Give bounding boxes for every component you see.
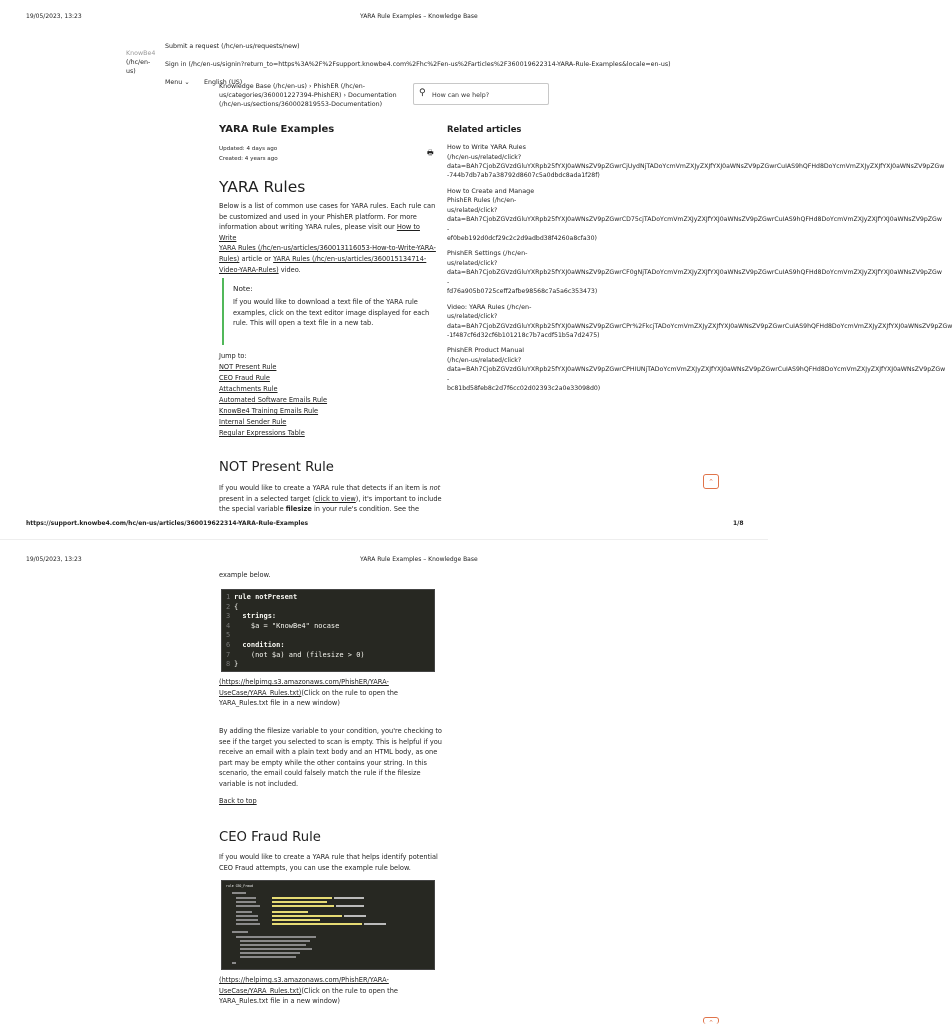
not-present-paragraph: If you would like to create a YARA rule that detects if an item is not present in a selected target (click to view), it's important to include the special variable filesize in your rule's condition. See the <box>219 484 442 514</box>
video-yara-rules-link[interactable]: YARA Rules (/hc/en-us/articles/360015134714- <box>273 254 427 263</box>
chevron-right-icon: › <box>309 83 314 90</box>
menu-button[interactable] <box>165 78 190 87</box>
click-to-view-link[interactable]: click to view <box>315 494 356 503</box>
yara-rules-heading: YARA Rules <box>219 178 306 196</box>
search-box[interactable] <box>413 83 549 105</box>
chevron-right-icon: › <box>343 92 349 99</box>
page-divider <box>0 539 768 540</box>
how-to-write-yara-link-cont[interactable]: YARA Rules (/hc/en-us/articles/360013116053-How-to-Write-YARA- <box>219 244 436 253</box>
jump-to-label: Jump to: <box>219 352 247 360</box>
note-text: If you would like to download a text file of the YARA rule examples, click on the text editor image displayed for each rule. This will open a text file in a new tab. <box>233 298 430 328</box>
jump-to-list <box>219 351 327 439</box>
chevron-down-icon: ⌄ <box>184 79 190 86</box>
sign-in-link[interactable]: Sign in (/hc/en-us/signin?return_to=https%3A%2F%2Fsupport.knowbe4.com%2Fhc%2Fen-us%2Farticles%2F360019622314-YARA-Rule-Examples&locale=en-us) <box>165 61 671 68</box>
print-header-date: 19/05/2023, 13:23 <box>26 556 82 563</box>
breadcrumb-phisher-path[interactable]: us/categories/360001227394-PhishER) <box>219 92 342 99</box>
note-title: Note: <box>233 284 253 293</box>
back-to-top-button[interactable] <box>703 474 719 489</box>
created-date: Created: 4 years ago <box>219 155 278 162</box>
menu-label: Menu <box>165 79 183 86</box>
related-item[interactable]: PhishER Settings (/hc/en- us/related/click? data=BAh7CjobZGVzdGluYXRpb25fYXJ0aWNsZV9pZGwrCF0gNjTADoYcmVmZXJyZXJfYXJ0aWNsZV9pZGwrCuIAS9hQFHd8DoYcmVmZXJyZXJfYXJ0aWNsZV9pZGw - fd76a905b0725ceff2afbe98568c7a5a6c353473) <box>447 249 942 296</box>
print-header-title: YARA Rule Examples – Knowledge Base <box>360 13 478 20</box>
article-title: YARA Rule Examples <box>219 124 335 135</box>
not-present-heading: NOT Present Rule <box>219 460 334 475</box>
jump-knowbe4-training[interactable]: KnowBe4 Training Emails Rule <box>219 407 319 415</box>
breadcrumb-documentation[interactable]: Documentation <box>348 92 397 99</box>
continued-text: example below. <box>219 571 271 579</box>
jump-not-present[interactable]: NOT Present Rule <box>219 363 277 371</box>
related-item[interactable]: Video: YARA Rules (/hc/en- us/related/click? data=BAh7CjobZGVzdGluYXRpb25fYXJ0aWNsZV9pZGwrCPr%2FkcjTADoYcmVmZXJyZXJfYXJ0aWNsZV9pZGwrCuIAS9hQFHd8DoYcmVmZXJyZXJfYXJ0aWNsZV9pZGw -1f487cf6d32cf6b101218c7b7acdf51b5a7d2475) <box>447 302 952 340</box>
note-box <box>222 278 432 345</box>
logo-path[interactable]: (/hc/en-us) <box>126 59 151 75</box>
print-footer-url: https://support.knowbe4.com/hc/en-us/articles/360019622314-YARA-Rule-Examples <box>26 520 309 527</box>
breadcrumb-documentation-path[interactable]: (/hc/en-us/sections/360002819553-Documentation) <box>219 101 383 108</box>
article-meta <box>219 145 278 164</box>
related-item[interactable]: PhishER Product Manual (/hc/en-us/related/click? data=BAh7CjobZGVzdGluYXRpb25fYXJ0aWNsZV9pZGwrCPHIUNjTADoYcmVmZXJyZXJfYXJ0aWNsZV9pZGwrCuIAS9hQFHd8DoYcmVmZXJyZXJfYXJ0aWNsZV9pZGw - bc81bd58feb8c2d7f6cc02d02393c2a0e33098d0) <box>447 346 946 393</box>
back-to-top-button[interactable] <box>703 1017 719 1027</box>
related-item[interactable]: How to Create and Manage PhishER Rules (/hc/en- us/related/click? data=BAh7CjobZGVzdGluYXRpb25fYXJ0aWNsZV9pZGwrCD75cjTADoYcmVmZXJyZXJfYXJ0aWNsZV9pZGwrCuIAS9hQFHd8DoYcmVmZXJyZXJfYXJ0aWNsZV9pZGw - ef0beb192d0dcf29c2c2d9adbd38f4260a8cfa30) <box>447 186 942 243</box>
yara-txt-link-1: (https://helpimg.s3.amazonaws.com/PhishER/YARA- UseCase/YARA_Rules.txt)(Click on the rule to open the YARA_Rules.txt file in a new window) <box>219 678 398 708</box>
code-block-not-present[interactable]: 1 rule notPresent 2 { 3 strings: 4 $a = "KnowBe4" nocase 5 6 condition: 7 (not $a) and (filesize > 0) 8 } <box>221 589 435 672</box>
search-input[interactable]: How can we help? <box>432 92 490 99</box>
search-icon: ⚲ <box>419 88 426 98</box>
submit-request-link[interactable]: Submit a request (/hc/en-us/requests/new) <box>165 43 300 50</box>
filesize-paragraph: By adding the filesize variable to your condition, you're checking to see if the target you selected to scan is empty. This is helpful if you receive an email with a plain text body and an HTML body, as one part may be empty while the other contains your string. In this scenario, the email could falsely match the rule if the filesize variable is not included. <box>219 727 442 788</box>
chevron-up-icon: ⌃ <box>708 1019 714 1027</box>
intro-paragraph: Below is a list of common use cases for YARA rules. Each rule can be customized and used in your PhishER platform. For more information about writing YARA rules, please visit our How to Write YARA Rules (/hc/en-us/articles/360013116053-How-to-Write-YARA- Rules) article or YARA Rules (/hc/en-us/articles/360015134714- Video-YARA-Rules) video. <box>219 201 439 275</box>
knowbe4-logo[interactable]: KnowBe4 <box>126 50 156 57</box>
back-to-top-link[interactable]: Back to top <box>219 797 257 805</box>
breadcrumb-phisher[interactable]: PhishER (/hc/en- <box>313 83 365 90</box>
code2-title: rule CEO_Fraud <box>226 884 253 888</box>
breadcrumb <box>219 82 419 109</box>
jump-regex-table[interactable]: Regular Expressions Table <box>219 429 305 437</box>
jump-internal-sender[interactable]: Internal Sender Rule <box>219 418 287 426</box>
print-header-date: 19/05/2023, 13:23 <box>26 13 82 20</box>
related-item[interactable]: How to Write YARA Rules (/hc/en-us/related/click? data=BAh7CjobZGVzdGluYXRpb25fYXJ0aWNsZV9pZGwrCjUydNjTADoYcmVmZXJyZXJfYXJ0aWNsZV9pZGwrCuIAS9hQFHd8DoYcmVmZXJyZXJfYXJ0aWNsZV9pZGw -744b7db7ab7a38792d8607c5a0dbdc8ada1f28f) <box>447 143 945 180</box>
print-footer-page: 1/8 <box>733 520 744 527</box>
code-lines-illustration <box>226 889 430 969</box>
jump-ceo-fraud[interactable]: CEO Fraud Rule <box>219 374 270 382</box>
code-block-ceo-fraud[interactable] <box>221 880 435 970</box>
ceo-fraud-paragraph: If you would like to create a YARA rule that helps identify potential CEO Fraud attempts, you can use the example rule below. <box>219 853 438 872</box>
breadcrumb-knowledge-base[interactable]: Knowledge Base (/hc/en-us) <box>219 83 307 90</box>
print-icon[interactable]: 🖶 <box>427 149 434 157</box>
jump-attachments[interactable]: Attachments Rule <box>219 385 278 393</box>
updated-date: Updated: 4 days ago <box>219 146 278 152</box>
print-header-title: YARA Rule Examples – Knowledge Base <box>360 556 478 563</box>
chevron-up-icon: ⌃ <box>708 478 714 486</box>
related-articles-list <box>447 143 952 394</box>
related-articles-title: Related articles <box>447 124 522 134</box>
yara-txt-link-2: (https://helpimg.s3.amazonaws.com/PhishER/YARA- UseCase/YARA_Rules.txt)(Click on the rule to open the YARA_Rules.txt file in a new window) <box>219 976 398 1006</box>
jump-automated-software[interactable]: Automated Software Emails Rule <box>219 396 328 404</box>
ceo-fraud-heading: CEO Fraud Rule <box>219 830 321 845</box>
how-to-write-yara-link[interactable]: How to Write <box>219 223 420 242</box>
language-selector[interactable]: English (US) <box>204 79 243 86</box>
